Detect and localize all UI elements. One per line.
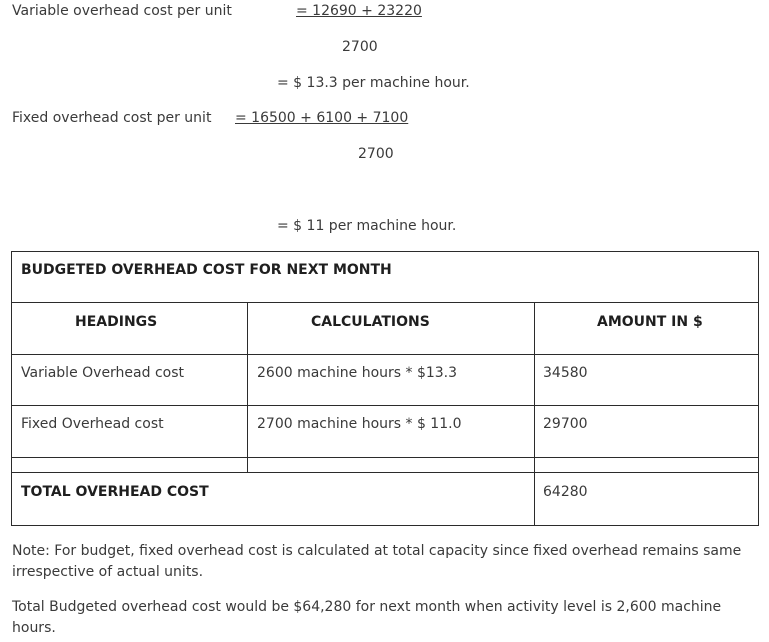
row-calculation: 2600 machine hours * $13.3: [257, 365, 458, 381]
table-title: BUDGETED OVERHEAD COST FOR NEXT MONTH: [21, 262, 392, 278]
fixed-overhead-result: = $ 11 per machine hour.: [277, 218, 457, 234]
summary-paragraph: Total Budgeted overhead cost would be $64,280 for next month when activity level is 2,600 machine hours.: [12, 599, 722, 636]
variable-overhead-denominator: 2700: [342, 39, 378, 55]
table-divider: [11, 472, 759, 473]
row-amount: 34580: [543, 365, 588, 381]
header-calculations: CALCULATIONS: [311, 314, 430, 330]
row-heading: Fixed Overhead cost: [21, 416, 164, 432]
variable-overhead-result: = $ 13.3 per machine hour.: [277, 75, 470, 91]
variable-overhead-label: Variable overhead cost per unit: [12, 3, 232, 19]
table-divider: [11, 457, 759, 458]
table-divider: [11, 302, 759, 303]
variable-overhead-numerator: = 12690 + 23220: [296, 3, 422, 19]
fixed-overhead-label: Fixed overhead cost per unit: [12, 110, 212, 126]
row-calculation: 2700 machine hours * $ 11.0: [257, 416, 462, 432]
table-divider: [11, 354, 759, 355]
table-divider: [11, 405, 759, 406]
header-amount: AMOUNT IN $: [597, 314, 703, 330]
fixed-overhead-denominator: 2700: [358, 146, 394, 162]
row-heading: Variable Overhead cost: [21, 365, 185, 381]
table-divider: [534, 302, 535, 526]
fixed-overhead-numerator: = 16500 + 6100 + 7100: [235, 110, 409, 126]
total-label: TOTAL OVERHEAD COST: [21, 484, 209, 500]
note-paragraph: Note: For budget, fixed overhead cost is calculated at total capacity since fixed overhead remains same irrespective of actual units.: [12, 543, 742, 580]
header-headings: HEADINGS: [75, 314, 158, 330]
total-value: 64280: [543, 484, 588, 500]
table-divider: [247, 302, 248, 473]
row-amount: 29700: [543, 416, 588, 432]
